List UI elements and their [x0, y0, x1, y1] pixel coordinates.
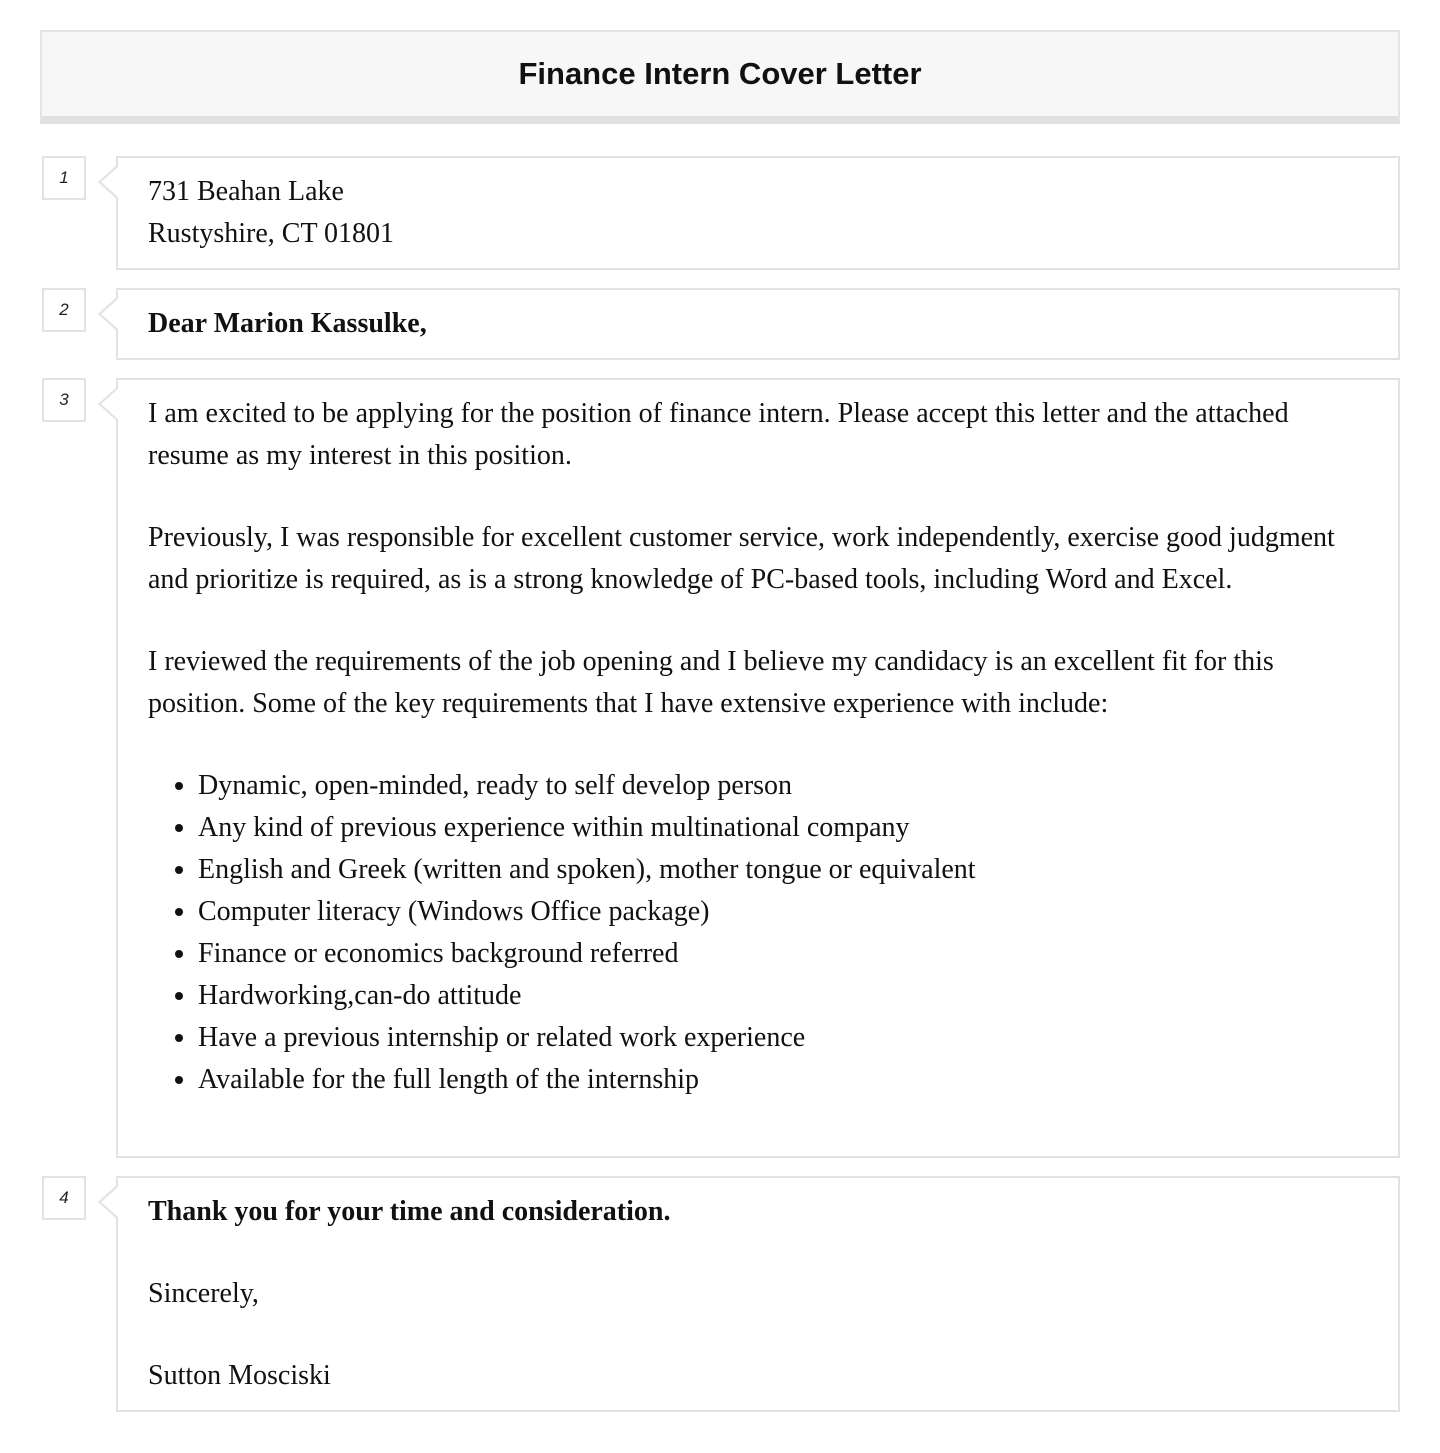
list-item: • English and Greek (written and spoken), mother tongue or equivalent — [198, 849, 1368, 891]
body-paragraph: I reviewed the requirements of the job opening and I believe my candidacy is an excellent fit for this position. Some of the key requirements that I have extensive experience with include: — [148, 646, 1274, 719]
title-bar — [40, 30, 1400, 124]
section-box — [116, 378, 1400, 1158]
requirements-list — [148, 765, 1368, 1101]
page-title: Finance Intern Cover Letter — [518, 56, 922, 91]
closing-line: Sincerely, — [148, 1278, 259, 1309]
list-item: • Available for the full length of the internship — [198, 1059, 1368, 1101]
section-number: 3 — [42, 378, 86, 422]
body-paragraph: Previously, I was responsible for excellent customer service, work independently, exercise good judgment and prioritize is required, as is a strong knowledge of PC-based tools, including Word and Excel. — [148, 522, 1335, 595]
list-item: • Hardworking,can-do attitude — [198, 975, 1368, 1017]
section-number: 2 — [42, 288, 86, 332]
section-box — [116, 288, 1400, 360]
list-item: • Have a previous internship or related work experience — [198, 1017, 1368, 1059]
salutation: Dear Marion Kassulke, — [148, 308, 427, 339]
section-box — [116, 1176, 1400, 1412]
list-item: • Any kind of previous experience within multinational company — [198, 807, 1368, 849]
list-item: • Computer literacy (Windows Office package) — [198, 891, 1368, 933]
thanks-line: Thank you for your time and consideration. — [148, 1196, 671, 1227]
list-item: • Dynamic, open-minded, ready to self develop person — [198, 765, 1368, 807]
signature: Sutton Mosciski — [148, 1360, 331, 1391]
section-number: 1 — [42, 156, 86, 200]
body-paragraph: I am excited to be applying for the position of finance intern. Please accept this letter and the attached resume as my interest in this position. — [148, 398, 1289, 471]
section-box — [116, 156, 1400, 270]
address-line-2: Rustyshire, CT 01801 — [148, 218, 395, 249]
list-item: • Finance or economics background referred — [198, 933, 1368, 975]
section-number: 4 — [42, 1176, 86, 1220]
address-line-1: 731 Beahan Lake — [148, 176, 344, 207]
